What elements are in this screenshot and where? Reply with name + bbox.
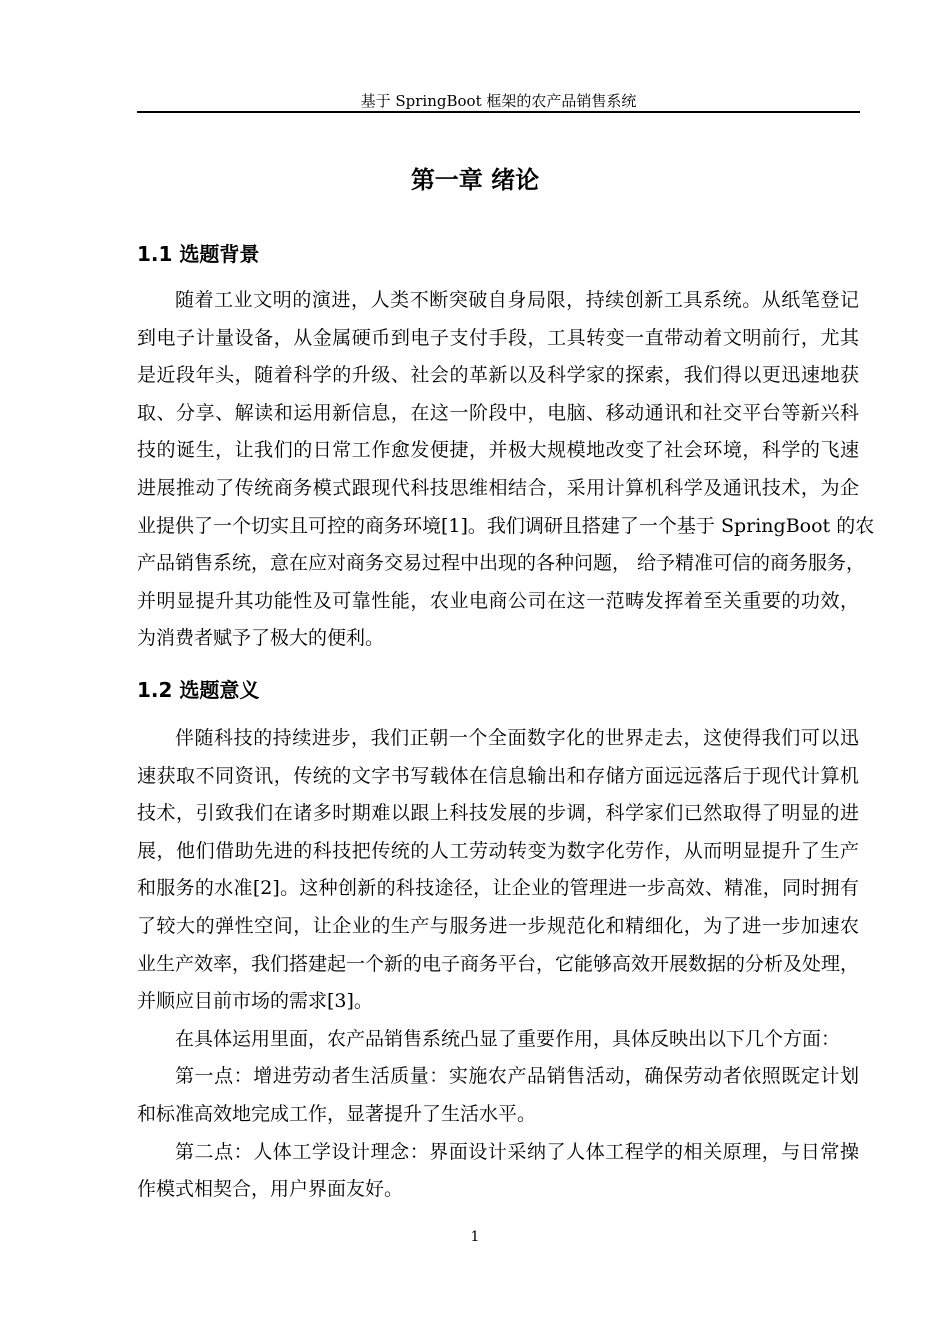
running-header: 基于 SpringBoot 框架的农产品销售系统 <box>360 92 637 110</box>
paragraph-line: 取、分享、解读和运用新信息，在这一阶段中，电脑、移动通讯和社交平台等新兴科 <box>137 401 859 424</box>
section-body <box>137 282 875 658</box>
paragraph-line: 技术，引致我们在诸多时期难以跟上科技发展的步调，科学家们已然取得了明显的进 <box>137 802 859 825</box>
paragraph-line: 了较大的弹性空间，让企业的生产与服务进一步规范化和精细化，为了进一步加速农 <box>137 914 859 937</box>
paragraph-line: 第一点：增进劳动者生活质量：实施农产品销售活动，确保劳动者依照既定计划 <box>175 1065 859 1088</box>
paragraph-line: 随着工业文明的演进，人类不断突破自身局限，持续创新工具系统。从纸笔登记 <box>175 289 859 311</box>
paragraph-line: 并顺应目前市场的需求[3]。 <box>137 990 373 1013</box>
paragraph-line: 和标准高效地完成工作，显著提升了生活水平。 <box>137 1102 537 1125</box>
paragraph-line: 在具体运用里面，农产品销售系统凸显了重要作用，具体反映出以下几个方面： <box>175 1027 841 1050</box>
paragraph-line: 并明显提升其功能性及可靠性能，农业电商公司在这一范畴发挥着至关重要的功效， <box>137 589 859 612</box>
paragraph-line: 技的诞生，让我们的日常工作愈发便捷，并极大规模地改变了社会环境，科学的飞速 <box>137 439 859 462</box>
page-number: 1 <box>470 1229 480 1245</box>
paragraph-line: 业生产效率，我们搭建起一个新的电子商务平台，它能够高效开展数据的分析及处理， <box>137 952 860 975</box>
paragraph-line: 为消费者赋予了极大的便利。 <box>137 627 385 650</box>
paragraph-line: 业提供了一个切实且可控的商务环境[1]。我们调研且搭建了一个基于 SpringBoot 的农 <box>137 514 875 537</box>
paragraph-line: 展，他们借助先进的科技把传统的人工劳动转变为数字化劳作，从而明显提升了生产 <box>137 839 859 862</box>
paragraph-line: 第二点：人体工学设计理念：界面设计采纳了人体工程学的相关原理，与日常操 <box>175 1140 859 1163</box>
paragraph-line: 进展推动了传统商务模式跟现代科技思维相结合，采用计算机科学及通讯技术，为企 <box>137 476 859 499</box>
section-heading: 1.1 选题背景 <box>137 242 260 266</box>
paragraph-line: 到电子计量设备，从金属硬币到电子支付手段，工具转变一直带动着文明前行，尤其 <box>137 326 859 349</box>
paragraph-line: 作模式相契合，用户界面友好。 <box>137 1178 404 1201</box>
paragraph-line: 是近段年头，随着科学的升级、社会的革新以及科学家的探索，我们得以更迅速地获 <box>137 364 859 387</box>
section-body <box>137 720 859 1209</box>
paragraph-line: 产品销售系统，意在应对商务交易过程中出现的各种问题， 给予精准可信的商务服务， <box>137 552 866 575</box>
section-heading: 1.2 选题意义 <box>137 678 260 702</box>
chapter-title: 第一章 绪论 <box>410 166 540 194</box>
paragraph-line: 速获取不同资讯，传统的文字书写载体在信息输出和存储方面远远落后于现代计算机 <box>137 764 859 787</box>
paragraph-line: 和服务的水准[2]。这种创新的科技途径，让企业的管理进一步高效、精准，同时拥有 <box>137 877 859 900</box>
header-rule <box>137 111 860 113</box>
paragraph-line: 伴随科技的持续进步，我们正朝一个全面数字化的世界走去，这使得我们可以迅 <box>175 727 859 749</box>
